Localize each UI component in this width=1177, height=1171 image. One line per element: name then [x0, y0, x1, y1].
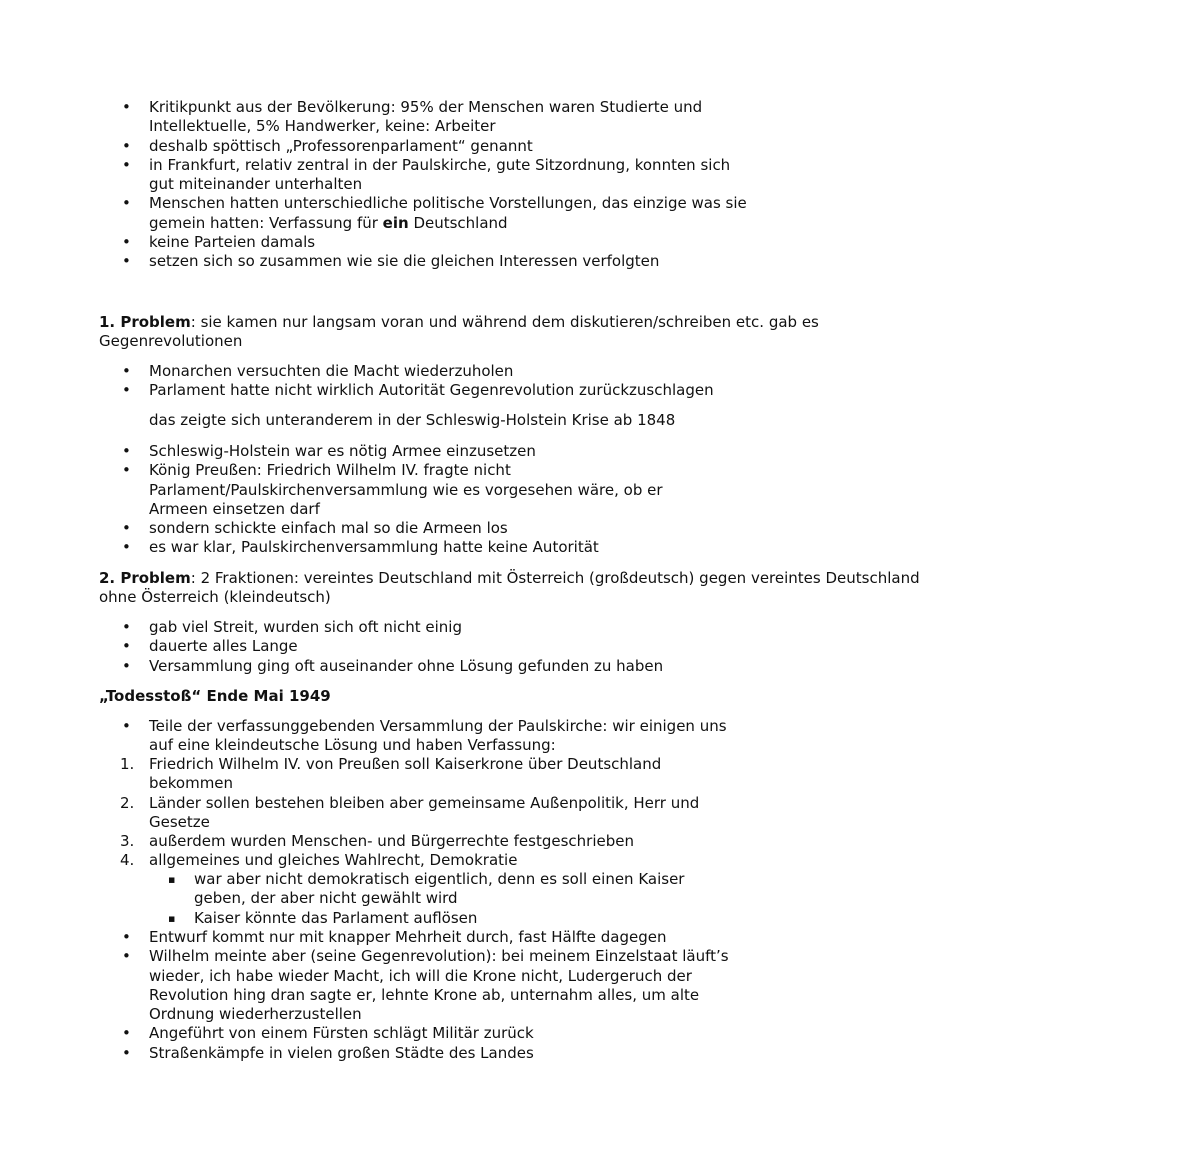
numbered-item: 2. Länder sollen bestehen bleiben aber gemeinsame Außenpolitik, Herr und Gesetze: [120, 793, 700, 831]
problem-2-paragraph: 2. Problem: 2 Fraktionen: vereintes Deutschland mit Österreich (großdeutsch) gegen vereintes Deutschland ohne Österreich (kleindeutsch): [99, 569, 920, 607]
square-bullet-icon: ▪: [168, 873, 176, 886]
list-item: • Kritikpunkt aus der Bevölkerung: 95% der Menschen waren Studierte und Intellektuelle, 5% Handwerker, keine: Arbeiter: [122, 98, 703, 136]
bullet-icon: •: [122, 194, 131, 213]
list-item: • Teile der verfassunggebenden Versammlung der Paulskirche: wir einigen uns auf eine kleindeutsche Lösung und haben Verfassung:: [122, 717, 727, 755]
bullet-icon: •: [122, 155, 131, 174]
bullet-icon: •: [122, 233, 131, 252]
bullet-icon: •: [122, 519, 131, 538]
list-item: • in Frankfurt, relativ zentral in der Paulskirche, gute Sitzordnung, konnten sich gut miteinander unterhalten: [122, 155, 731, 194]
list-item: • setzen sich so zusammen wie sie die gleichen Interessen verfolgten: [122, 252, 660, 271]
bullet-icon: •: [122, 947, 131, 966]
bullet-icon: •: [122, 98, 131, 116]
bullet-icon: •: [122, 442, 131, 460]
bullet-icon: •: [122, 381, 131, 400]
sub-list-item: ▪ war aber nicht demokratisch eigentlich, denn es soll einen Kaiser geben, der aber nicht gewählt wird: [168, 870, 685, 908]
bullet-icon: •: [122, 618, 131, 636]
problem-1-list: [0, 362, 828, 401]
list-item: • keine Parteien damals: [122, 233, 316, 252]
bullet-icon: •: [122, 717, 131, 735]
list-item: • es war klar, Paulskirchenversammlung hatte keine Autorität: [122, 538, 599, 557]
numbered-list: [0, 755, 828, 871]
bullet-icon: •: [122, 538, 131, 557]
list-item: • sondern schickte einfach mal so die Armeen los: [122, 519, 508, 538]
bullet-icon: •: [122, 461, 131, 480]
bullet-icon: •: [122, 136, 131, 155]
final-list: [0, 928, 828, 1063]
todesstoss-list: [0, 717, 828, 756]
problem-1-list-2: [0, 442, 828, 558]
list-item: • Angeführt von einem Fürsten schlägt Militär zurück: [122, 1024, 534, 1043]
list-item: • Monarchen versuchten die Macht wiederzuholen: [122, 362, 514, 380]
bullet-icon: •: [122, 637, 131, 656]
list-item: • Parlament hatte nicht wirklich Autorität Gegenrevolution zurückzuschlagen: [122, 381, 714, 400]
bullet-icon: •: [122, 362, 131, 380]
list-item: • Schleswig-Holstein war es nötig Armee einzusetzen: [122, 442, 536, 460]
list-item: • dauerte alles Lange: [122, 637, 298, 656]
list-item: • Wilhelm meinte aber (seine Gegenrevolution): bei meinem Einzelstaat läuft’s wieder, ich habe wieder Macht, ich will die Krone nicht, Ludergeruch der Revolution hing dran sagte er, lehnte Krone ab, unternahm alles, um alte Ordnung wiederherzustellen: [122, 947, 729, 1024]
bullet-icon: •: [122, 656, 131, 675]
sub-list: [0, 870, 828, 928]
list-item: • Straßenkämpfe in vielen großen Städte des Landes: [122, 1043, 534, 1062]
list-item: • Versammlung ging oft auseinander ohne Lösung gefunden zu haben: [122, 656, 664, 675]
numbered-item: 3. außerdem wurden Menschen- und Bürgerrechte festgeschrieben: [120, 832, 634, 851]
bullet-icon: •: [122, 1024, 131, 1043]
list-item: • gab viel Streit, wurden sich oft nicht einig: [122, 618, 462, 636]
sub-list-item: ▪ Kaiser könnte das Parlament auflösen: [168, 908, 478, 927]
section-heading: „Todesstoß“ Ende Mai 1949: [99, 687, 331, 705]
problem-1-paragraph: 1. Problem: sie kamen nur langsam voran und während dem diskutieren/schreiben etc. gab es Gegenrevolutionen: [99, 313, 819, 351]
intro-bullet-list: [0, 98, 828, 272]
numbered-item: 1. Friedrich Wilhelm IV. von Preußen soll Kaiserkrone über Deutschland bekommen: [120, 755, 662, 793]
bullet-icon: •: [122, 928, 131, 946]
list-item: • Menschen hatten unterschiedliche politische Vorstellungen, das einzige was sie gemein hatten: Verfassung für ein Deutschland: [122, 194, 747, 232]
square-bullet-icon: ▪: [168, 911, 176, 925]
bullet-icon: •: [122, 1043, 131, 1062]
bullet-icon: •: [122, 252, 131, 271]
list-item: • Entwurf kommt nur mit knapper Mehrheit durch, fast Hälfte dagegen: [122, 928, 667, 946]
list-item: • deshalb spöttisch „Professorenparlament“ genannt: [122, 136, 533, 155]
problem-2-list: [0, 618, 828, 676]
numbered-item: 4. allgemeines und gleiches Wahlrecht, Demokratie: [120, 851, 518, 870]
problem-1-note: das zeigte sich unteranderem in der Schleswig-Holstein Krise ab 1848: [149, 411, 676, 429]
list-item: • König Preußen: Friedrich Wilhelm IV. fragte nicht Parlament/Paulskirchenversammlung wie es vorgesehen wäre, ob er Armeen einsetzen darf: [122, 461, 663, 518]
